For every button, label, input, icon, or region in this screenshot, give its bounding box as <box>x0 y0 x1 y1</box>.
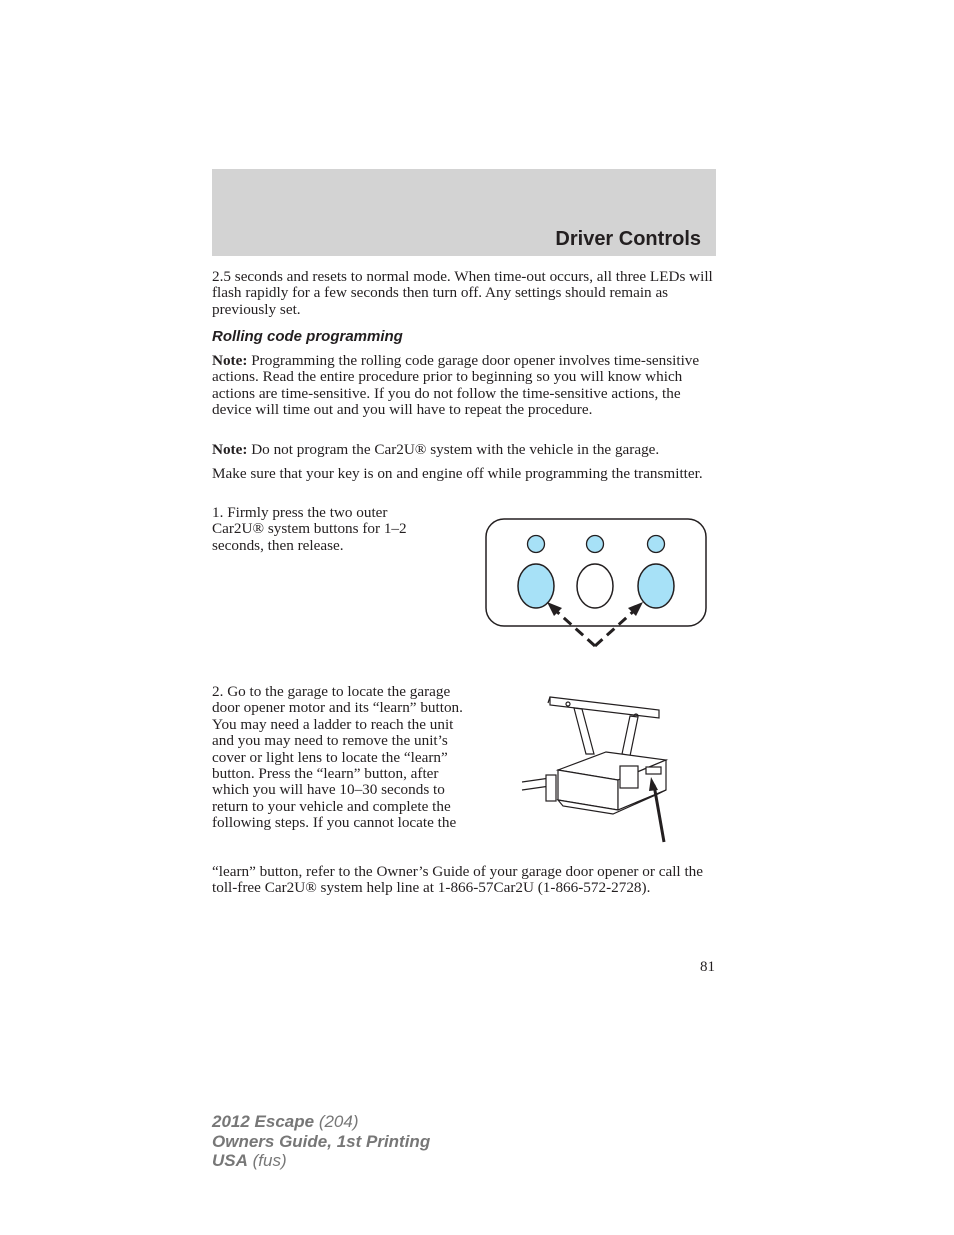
led-left <box>528 536 545 553</box>
note-paragraph-2 <box>212 442 722 458</box>
mount-strap-right <box>622 716 638 756</box>
led-center <box>587 536 604 553</box>
note-label: Note: <box>212 441 248 458</box>
footer-publication-info <box>212 1112 430 1171</box>
note-text: Do not program the Car2U® system with the vehicle in the garage. <box>247 441 660 458</box>
garage-door-opener-illustration <box>518 690 670 848</box>
note-label: Note: <box>212 352 248 369</box>
mount-strap-left <box>574 708 594 754</box>
subheading-rolling-code: Rolling code programming <box>212 328 403 345</box>
footer-model-code: (204) <box>314 1112 359 1131</box>
footer-model: 2012 Escape <box>212 1112 315 1131</box>
car2u-button-panel-illustration <box>484 517 710 651</box>
ceiling-rail <box>550 697 659 718</box>
drive-coupler <box>546 775 556 801</box>
section-header-band <box>212 169 716 256</box>
page-number: 81 <box>700 959 715 975</box>
led-right <box>648 536 665 553</box>
footer-line-region <box>212 1151 430 1171</box>
note-text: Programming the rolling code garage door opener involves time-sensitive actions. Read the entire procedure prior to beginning so you will know which actions are time-sensitive. If you do not follow the time-sensitive actions, the device will time out and you will have to repeat the procedure. <box>212 352 700 419</box>
button-left <box>518 564 554 608</box>
key-on-paragraph: Make sure that your key is on and engine off while programming the transmitter. <box>212 465 703 482</box>
footer-line-guide: Owners Guide, 1st Printing <box>212 1131 431 1151</box>
learn-button <box>646 767 661 774</box>
section-title: Driver Controls <box>555 228 701 250</box>
note-paragraph-1 <box>212 353 716 419</box>
light-lens <box>620 766 638 788</box>
button-center <box>577 564 613 608</box>
footer-region-code: (fus) <box>247 1151 287 1170</box>
footer-region: USA <box>212 1151 248 1170</box>
step-2-paragraph: 2. Go to the garage to locate the garage door opener motor and its “learn” button. You may need a ladder to reach the unit and you may need to remove the unit’s cover or light lens to locate the “learn” button. Press the “learn” button, after which you will have 10–30 seconds to return to your vehicle and complete the following steps. If you cannot locate the <box>212 683 463 832</box>
footer-line-model <box>212 1112 430 1132</box>
step-1-paragraph: 1. Firmly press the two outer Car2U® system buttons for 1–2 seconds, then release. <box>212 504 407 554</box>
step-2-paragraph-continued: “learn” button, refer to the Owner’s Guide of your garage door opener or call the toll-free Car2U® system help line at 1-866-57Car2U (1-866-572-2728). <box>212 863 704 897</box>
button-right <box>638 564 674 608</box>
intro-paragraph: 2.5 seconds and resets to normal mode. When time-out occurs, all three LEDs will flash rapidly for a few seconds then turn off. Any settings should remain as previously set. <box>212 268 713 318</box>
